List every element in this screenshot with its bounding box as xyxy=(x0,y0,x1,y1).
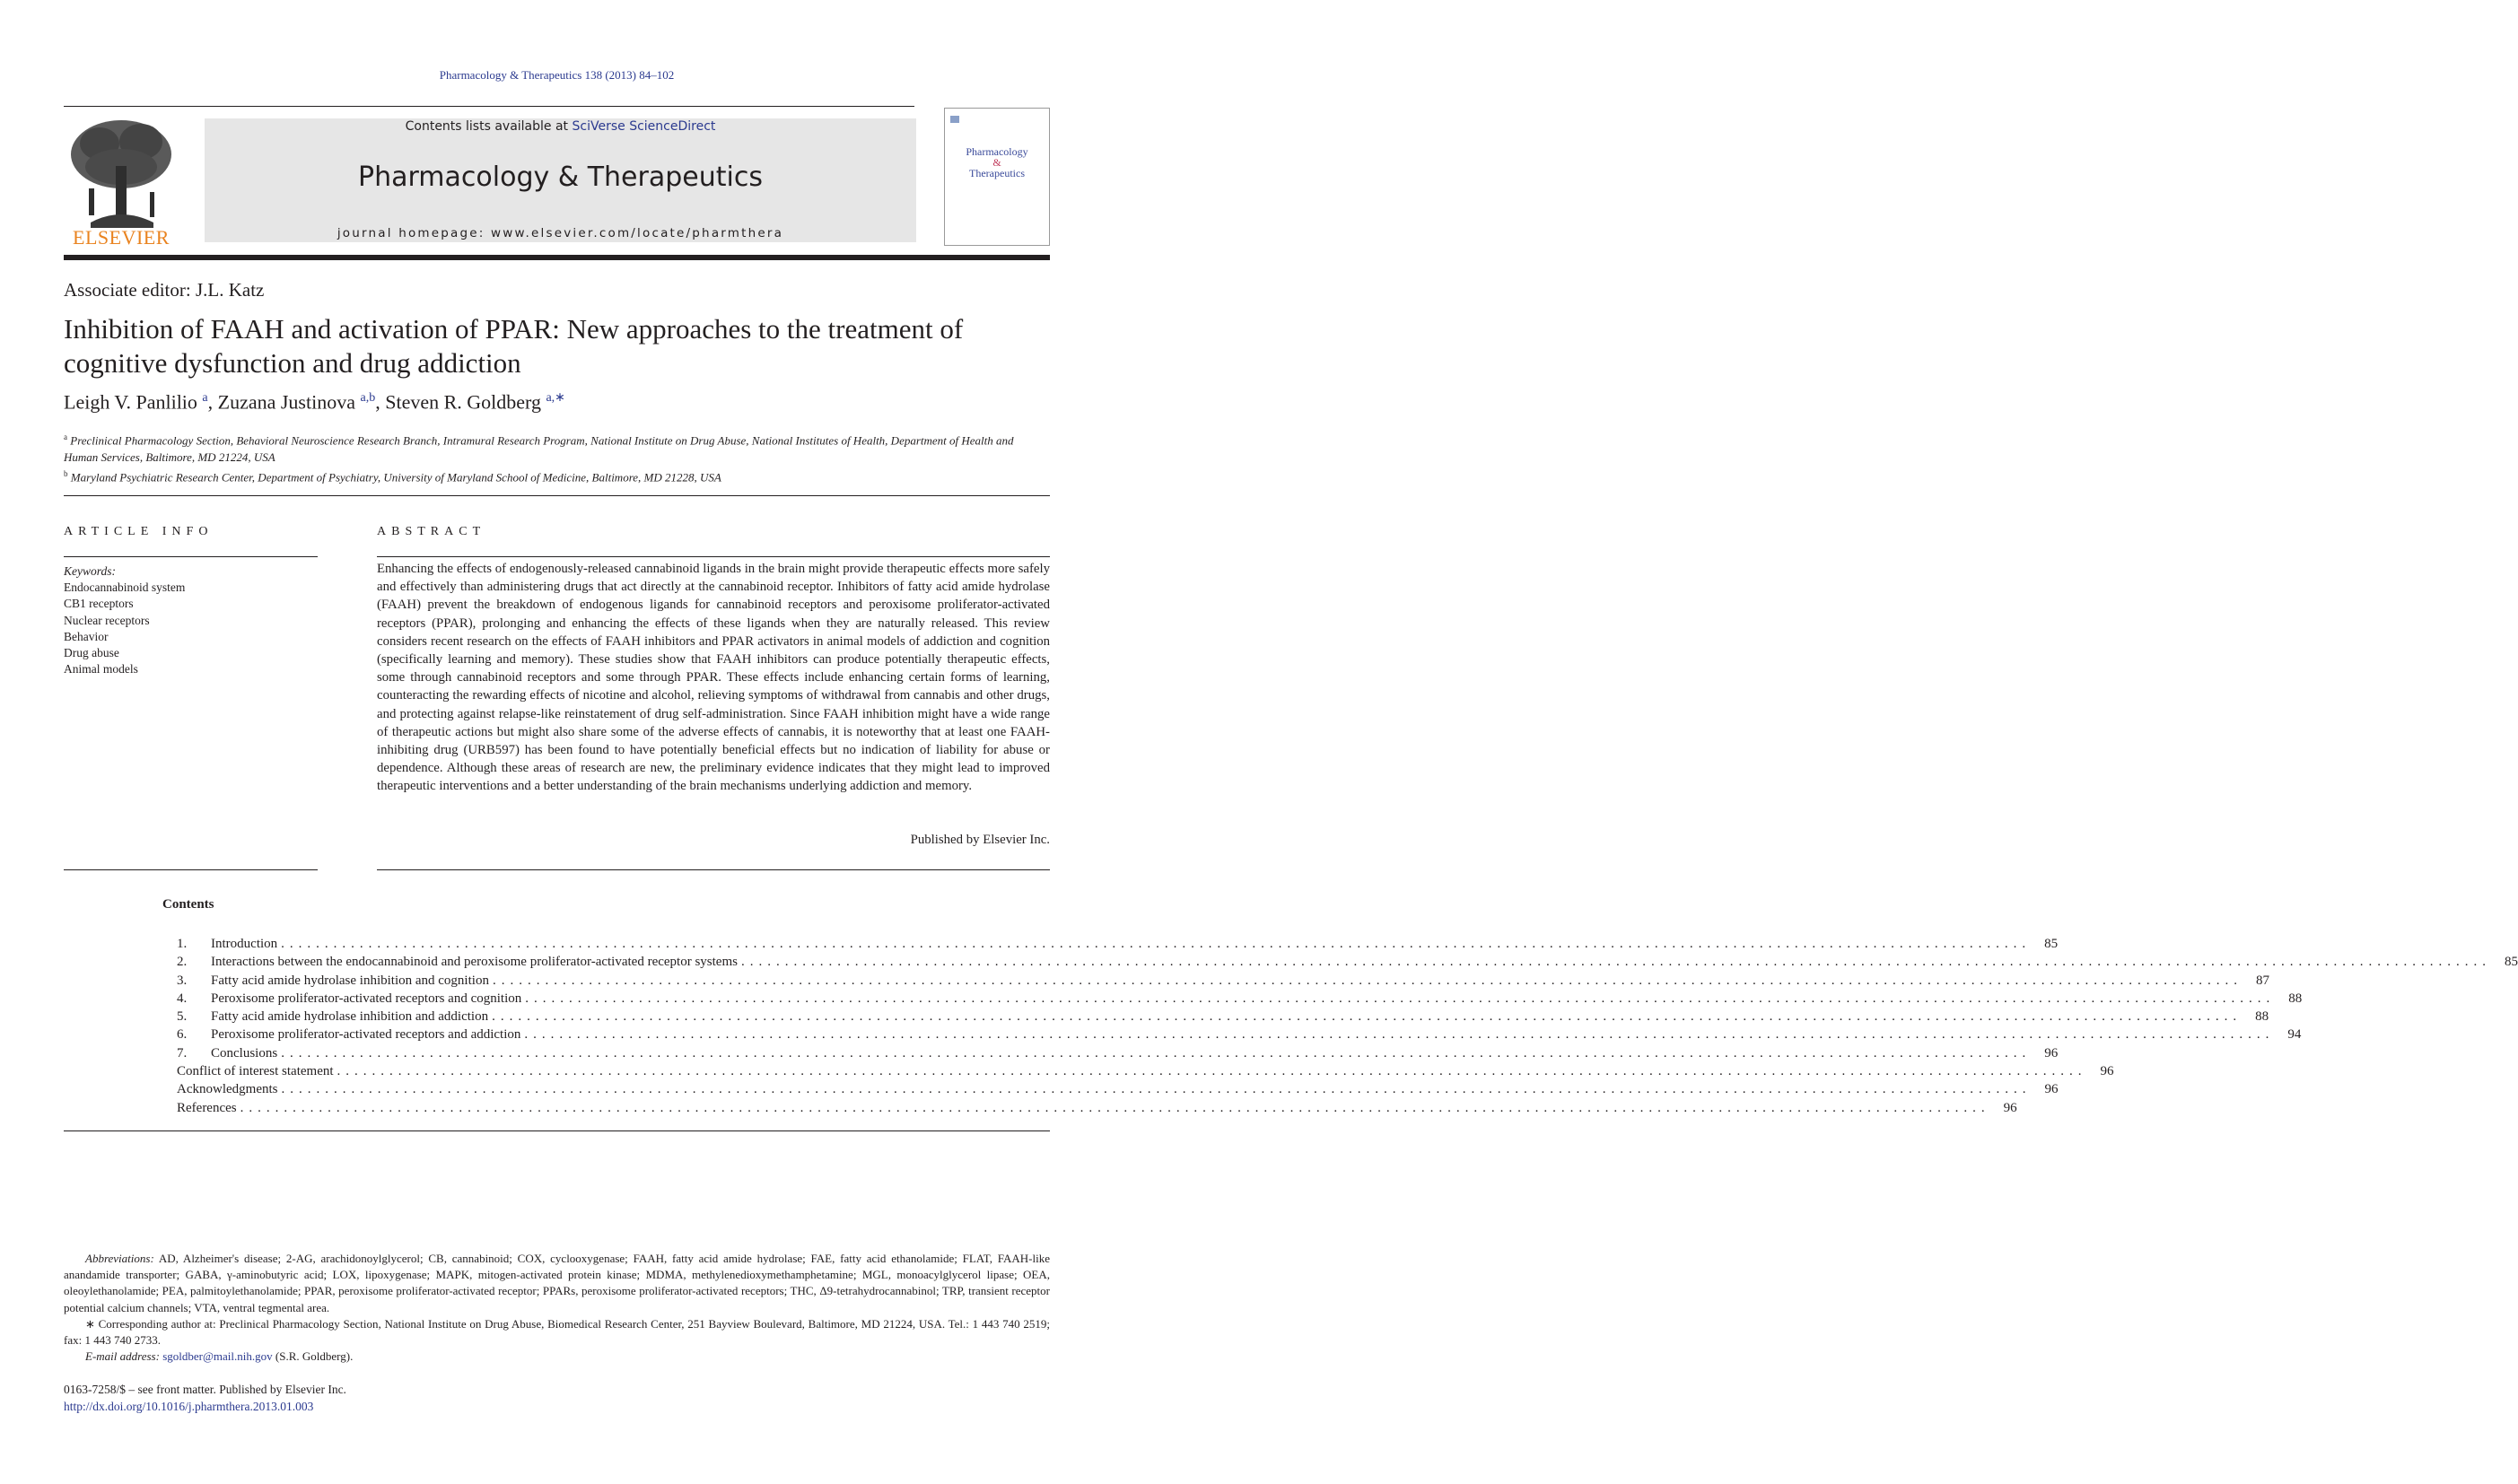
contents-available xyxy=(205,119,916,134)
cover-title-line: Therapeutics xyxy=(969,167,1025,179)
issn-line: 0163-7258/$ – see front matter. Published by Elsevier Inc. xyxy=(64,1383,346,1396)
toc-entry-title[interactable]: Interactions between the endocannabinoid and peroxisome proliferator-activated receptor systems xyxy=(211,955,738,970)
published-by: Published by Elsevier Inc. xyxy=(910,833,1050,847)
affiliation xyxy=(64,429,1051,466)
author-name: Leigh V. Panlilio xyxy=(64,390,203,414)
keyword: Behavior xyxy=(64,629,109,643)
associate-editor: Associate editor: J.L. Katz xyxy=(64,279,265,301)
cover-title-line: Pharmacology xyxy=(966,145,1028,158)
toc-entry-title[interactable]: References xyxy=(177,1100,237,1115)
affiliation-marker: b xyxy=(64,469,68,479)
article-info-heading: ARTICLE INFO xyxy=(64,525,214,538)
divider xyxy=(64,556,318,557)
email-label: E-mail address: xyxy=(85,1349,160,1364)
sciencedirect-link[interactable]: SciVerse ScienceDirect xyxy=(572,119,716,134)
keywords-label: Keywords: xyxy=(64,564,116,578)
toc-entry-title[interactable]: Peroxisome proliferator-activated receptors and cognition xyxy=(211,991,522,1006)
affiliation-marker: a xyxy=(64,432,67,441)
elsevier-wordmark: ELSEVIER xyxy=(73,226,170,249)
toc-leader-dots: ........................................................................................................................................................................................................ xyxy=(240,1100,1990,1115)
journal-citation[interactable]: Pharmacology & Therapeutics 138 (2013) 84–102 xyxy=(439,68,675,82)
elsevier-tree-logo-icon xyxy=(64,117,179,244)
toc-leader-dots: ........................................................................................................................................................................................................ xyxy=(525,991,2276,1006)
toc-entry-title[interactable]: Acknowledgments xyxy=(177,1082,278,1097)
author-name: Steven R. Goldberg xyxy=(385,390,546,414)
toc-leader-dots: ........................................................................................................................................................................................................ xyxy=(492,973,2243,988)
toc-entry-number: 6. xyxy=(177,1027,188,1043)
toc-leader-dots: ........................................................................................................................................................................................................ xyxy=(337,1064,2087,1079)
divider xyxy=(64,495,1050,496)
toc-entry-number: 3. xyxy=(177,973,188,988)
toc-entry-title[interactable]: Conflict of interest statement xyxy=(177,1064,334,1079)
footnotes xyxy=(64,1251,1050,1365)
toc-entry[interactable] xyxy=(177,1008,2269,1026)
affiliation-text: Preclinical Pharmacology Section, Behavioral Neuroscience Research Branch, Intramural Research Program, National Institute on Drug Abuse, National Institutes of Health, Department of Health and Human Services, Baltimore, MD 21224, USA xyxy=(64,433,1014,464)
toc-entry-page: 94 xyxy=(2287,1027,2302,1043)
toc-entry-number: 5. xyxy=(177,1009,188,1025)
article-title: Inhibition of FAAH and activation of PPAR: New approaches to the treatment of cognitive dysfunction and drug addiction xyxy=(64,313,964,379)
toc-entry-title[interactable]: Peroxisome proliferator-activated receptors and addiction xyxy=(211,1027,521,1043)
toc-entry-page: 96 xyxy=(2044,1082,2059,1097)
toc-entry-number: 2. xyxy=(177,955,188,970)
abbreviations-footnote xyxy=(64,1251,1050,1316)
toc-entry[interactable] xyxy=(177,935,2059,953)
toc-entry[interactable] xyxy=(177,1080,2059,1098)
divider xyxy=(377,869,1050,870)
toc-entry-page: 88 xyxy=(2288,991,2303,1006)
keyword: Animal models xyxy=(64,662,138,677)
toc-leader-dots: ........................................................................................................................................................................................................ xyxy=(281,1082,2032,1097)
toc-entry-page: 96 xyxy=(2003,1100,2017,1115)
toc-entry-title[interactable]: Conclusions xyxy=(211,1045,278,1061)
toc-entry[interactable] xyxy=(177,1099,2017,1117)
contents-prefix: Contents lists available at xyxy=(405,119,573,134)
toc-leader-dots: ........................................................................................................................................................................................................ xyxy=(492,1009,2243,1025)
doi-link[interactable]: http://dx.doi.org/10.1016/j.pharmthera.2013.01.003 xyxy=(64,1399,314,1413)
journal-homepage[interactable]: journal homepage: www.elsevier.com/locate/pharmthera xyxy=(337,226,784,240)
keyword: CB1 receptors xyxy=(64,597,134,611)
keyword: Endocannabinoid system xyxy=(64,581,186,595)
toc-entry-page: 96 xyxy=(2044,1045,2059,1061)
toc-entry-number: 1. xyxy=(177,937,188,951)
affiliation xyxy=(64,466,1051,486)
contents-title: Contents xyxy=(162,897,214,912)
divider xyxy=(64,869,318,870)
divider xyxy=(64,1130,1050,1131)
affiliation-text: Maryland Psychiatric Research Center, Department of Psychiatry, University of Maryland School of Medicine, Baltimore, MD 21228, USA xyxy=(70,470,721,484)
email-suffix: (S.R. Goldberg). xyxy=(272,1349,354,1364)
toc-entry[interactable] xyxy=(177,1026,2302,1043)
toc-entry[interactable] xyxy=(177,972,2269,990)
abbreviations-text: AD, Alzheimer's disease; 2-AG, arachidonoylglycerol; CB, cannabinoid; COX, cyclooxygenase; FAAH, fatty acid amide hydrolase; FAE, fatty acid ethanolamide; FLAT, FAAH-like anandamide transporter; GABA, γ-aminobutyric acid; LOX, lipoxygenase; MAPK, mitogen-activated protein kinase; MDMA, methylenedioxymethamphetamine; MGL, monoacylglycerol lipase; OEA, oleoylethanolamide; PEA, palmitoylethanolamide; PPAR, peroxisome proliferator-activated receptor; PPARs, peroxisome proliferator-activated receptors; THC, Δ9-tetrahydrocannabinol; TRP, transient receptor potential calcium channels; VTA, ventral tegmental area. xyxy=(64,1252,1050,1314)
toc-leader-dots: ........................................................................................................................................................................................................ xyxy=(281,937,2032,951)
author-affiliation-link[interactable]: a,b xyxy=(360,391,376,405)
abstract-heading: ABSTRACT xyxy=(377,525,486,538)
cover-logo-icon xyxy=(950,116,959,123)
toc-leader-dots: ........................................................................................................................................................................................................ xyxy=(281,1045,2032,1061)
cover-title-line: & xyxy=(992,156,1001,169)
keyword: Drug abuse xyxy=(64,646,119,660)
keyword: Nuclear receptors xyxy=(64,613,150,627)
toc-entry-title[interactable]: Fatty acid amide hydrolase inhibition and cognition xyxy=(211,973,489,988)
toc-entry-page: 87 xyxy=(2255,973,2269,988)
toc-entry[interactable] xyxy=(177,990,2303,1008)
table-of-contents xyxy=(177,935,2518,1117)
keywords-block xyxy=(64,563,315,677)
toc-leader-dots: ........................................................................................................................................................................................................ xyxy=(740,955,2491,970)
author-affiliation-link[interactable]: a xyxy=(202,391,208,405)
abbreviations-label: Abbreviations: xyxy=(85,1252,154,1265)
divider xyxy=(64,106,914,107)
toc-entry-title[interactable]: Introduction xyxy=(211,937,278,951)
author-affiliation-link[interactable]: a,∗ xyxy=(546,391,565,405)
toc-entry[interactable] xyxy=(177,1044,2059,1062)
journal-name: Pharmacology & Therapeutics xyxy=(358,161,763,193)
toc-entry[interactable] xyxy=(177,1062,2114,1080)
issn-block xyxy=(64,1382,346,1415)
journal-cover-thumbnail[interactable] xyxy=(944,108,1050,246)
author-name: Zuzana Justinova xyxy=(217,390,361,414)
corresponding-author-note: ∗ Corresponding author at: Preclinical Pharmacology Section, National Institute on Drug Abuse, Biomedical Research Center, 251 Bayview Boulevard, Baltimore, MD 21224, USA. Tel.: 1 443 740 2519; fax: 1 443 740 2733. xyxy=(64,1316,1050,1348)
toc-entry-page: 96 xyxy=(2100,1064,2114,1079)
affiliations xyxy=(64,429,1051,486)
toc-entry-page: 88 xyxy=(2255,1009,2269,1025)
email-footnote xyxy=(64,1349,1050,1365)
abstract-text: Enhancing the effects of endogenously-released cannabinoid ligands in the brain might provide therapeutic effects more safely and effectively than administering drugs that act directly at the cannabinoid receptor. Inhibitors of fatty acid amide hydrolase (FAAH) prevent the breakdown of endogenous ligands for cannabinoid receptors and peroxisome proliferator-activated receptors (PPAR), prolonging and enhancing the effects of these ligands when they are naturally released. This review considers recent research on the effects of FAAH inhibitors and PPAR activators in animal models of addiction and cognition (specifically learning and memory). These studies show that FAAH inhibitors can produce potentially therapeutic effects, some through cannabinoid receptors and some through PPAR. These effects include enhancing certain forms of learning, counteracting the rewarding effects of nicotine and alcohol, relieving symptoms of withdrawal from cannabis and other drugs, and protecting against relapse-like reinstatement of drug self-administration. Since FAAH inhibition might have a wide range of therapeutic actions but might also share some of the adverse effects of cannabis, it is noteworthy that at least one FAAH-inhibiting drug (URB597) has been found to have potentially beneficial effects but no indication of liability for abuse or dependence. Although these areas of research are new, the preliminary evidence indicates that they might lead to improved therapeutic interventions and a better understanding of the brain mechanisms underlying addiction and memory. xyxy=(377,562,1050,794)
toc-entry-page: 85 xyxy=(2044,937,2059,951)
toc-entry[interactable] xyxy=(177,953,2518,971)
author-list: Leigh V. Panlilio $^a$, Zuzana Justinova $^{a,b}$, Steven R. Goldberg $^{a,∗}$ xyxy=(64,390,565,414)
toc-entry-page: 85 xyxy=(2504,955,2518,970)
toc-entry-title[interactable]: Fatty acid amide hydrolase inhibition and addiction xyxy=(211,1009,489,1025)
toc-entry-number: 7. xyxy=(177,1045,188,1061)
toc-leader-dots: ........................................................................................................................................................................................................ xyxy=(524,1027,2275,1043)
header-thick-divider xyxy=(64,255,1050,260)
toc-entry-number: 4. xyxy=(177,991,188,1006)
divider xyxy=(377,556,1050,557)
cover-title xyxy=(949,146,1045,179)
email-link[interactable]: sgoldber@mail.nih.gov xyxy=(162,1349,273,1364)
